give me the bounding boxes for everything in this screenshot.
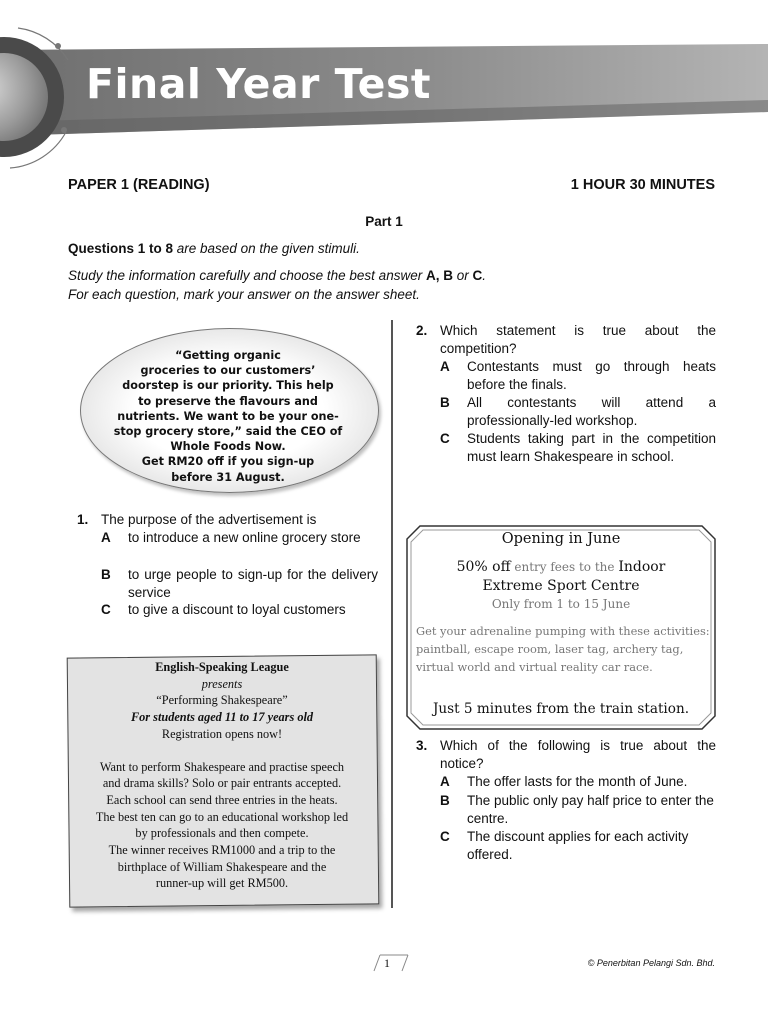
notice-location: Just 5 minutes from the train station. (432, 701, 690, 717)
q1-option-a: to introduce a new online grocery store (128, 530, 361, 545)
q1-option-c: to give a discount to loyal customers (128, 602, 346, 617)
q3-option-a: The offer lasts for the month of June. (467, 774, 688, 789)
paper-label: PAPER 1 (READING) (68, 177, 210, 193)
page-title: Final Year Test (86, 60, 431, 108)
q2-option-a: Contestants must go through heats before the finals. (467, 359, 716, 392)
league-notice-text: English-Speaking League presents “Performing Shakespeare” For students aged 11 to 17 years old Registration opens now! Want to perform Shakespeare and practise speech and drama skills? Solo or pair entrants accepted. Each school can send three entries in the heats. The best ten can go to an educational workshop led by professionals and then compete. The winner receives RM1000 and a trip to the birthplace of William Shakespeare and the runner-up will get RM500. (95, 660, 349, 891)
duration-label: 1 HOUR 30 MINUTES (570, 177, 715, 193)
page-number: 1 (384, 956, 390, 970)
part-heading: Part 1 (365, 214, 403, 229)
q3-option-b: The public only pay half price to enter the centre. (467, 793, 714, 826)
copyright: © Penerbitan Pelangi Sdn. Bhd. (587, 958, 715, 968)
q3-option-c: The discount applies for each activity offered. (467, 829, 689, 862)
notice-offer: 50% off entry fees to the Indoor Extreme Sport Centre (456, 559, 666, 594)
q2-option-b: All contestants will attend a professionally-led workshop. (467, 395, 716, 428)
column-divider (391, 320, 393, 908)
notice-activities: Get your adrenaline pumping with these activities: paintball, escape room, laser tag, archery tag, virtual world and virtual reality car race. (416, 624, 710, 674)
notice-dates: Only from 1 to 15 June (491, 597, 631, 611)
instruction-answer: Study the information carefully and choose the best answer A, B or C. For each question, mark your answer on the answer sheet. (68, 268, 486, 302)
page-number-frame (372, 953, 412, 973)
q2-option-c: Students taking part in the competition must learn Shakespeare in school. (467, 431, 716, 464)
instruction-questions: Questions 1 to 8 are based on the given stimuli. (68, 241, 360, 256)
notice-title: Opening in June (501, 531, 621, 547)
q1-option-b: to urge people to sign-up for the delivery service (128, 567, 378, 600)
advert-text: “Getting organic groceries to our customers’ doorstep is our priority. This help to preserve the flavours and nutrients. We want to be your one- stop grocery store,” said the CEO of Whole Foods Now. Get RM20 off if you sign-up before 31 August. (113, 349, 343, 484)
